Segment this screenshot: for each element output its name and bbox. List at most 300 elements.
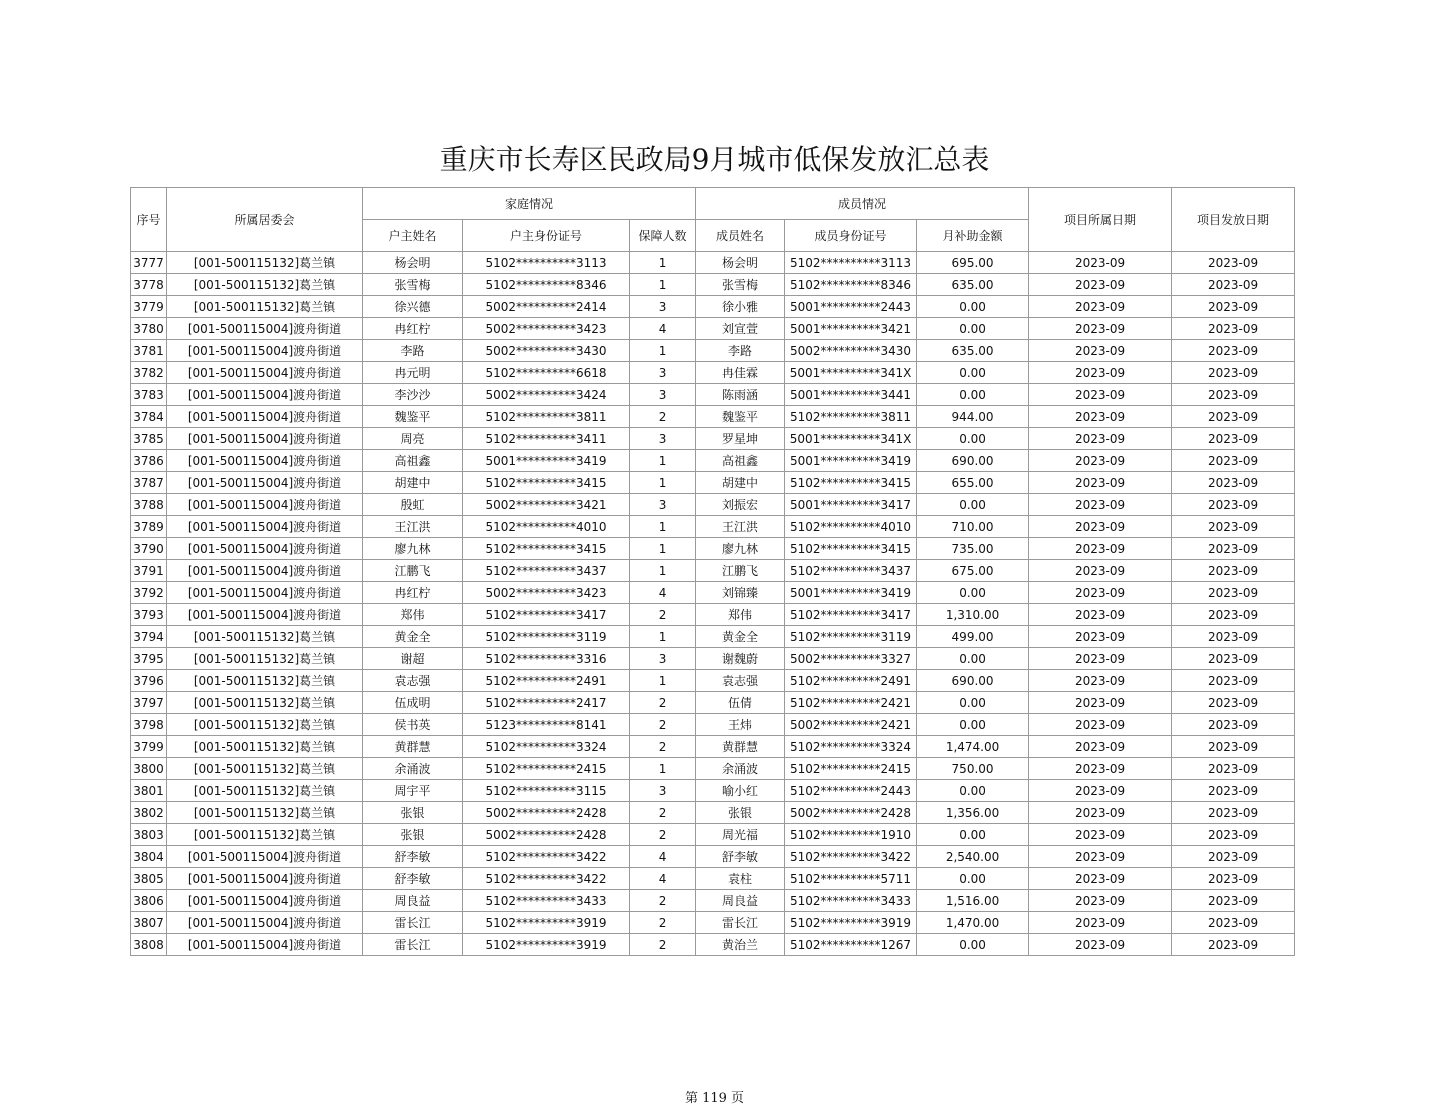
cell-seq: 3806 [131,890,167,912]
cell-insured-count: 2 [630,934,696,956]
cell-release-date: 2023-09 [1172,318,1295,340]
cell-insured-count: 1 [630,758,696,780]
cell-head-name: 殷虹 [363,494,463,516]
cell-member-id: 5102**********3811 [785,406,917,428]
cell-head-id: 5002**********3430 [463,340,630,362]
table-row [131,538,1295,560]
cell-seq: 3784 [131,406,167,428]
cell-committee: [001-500115004]渡舟街道 [167,472,363,494]
cell-head-id: 5001**********3419 [463,450,630,472]
cell-insured-count: 1 [630,626,696,648]
cell-project-date: 2023-09 [1029,868,1172,890]
cell-project-date: 2023-09 [1029,912,1172,934]
cell-member-id: 5001**********341X [785,362,917,384]
cell-head-id: 5102**********2491 [463,670,630,692]
header-insured-count: 保障人数 [630,220,696,252]
cell-committee: [001-500115004]渡舟街道 [167,494,363,516]
cell-release-date: 2023-09 [1172,450,1295,472]
cell-member-name: 刘锦臻 [696,582,785,604]
cell-monthly-amount: 1,470.00 [917,912,1029,934]
cell-monthly-amount: 0.00 [917,428,1029,450]
table-row [131,648,1295,670]
cell-release-date: 2023-09 [1172,824,1295,846]
cell-project-date: 2023-09 [1029,340,1172,362]
cell-head-name: 周亮 [363,428,463,450]
cell-head-id: 5102**********3417 [463,604,630,626]
cell-insured-count: 1 [630,560,696,582]
cell-release-date: 2023-09 [1172,560,1295,582]
cell-head-name: 李路 [363,340,463,362]
cell-head-name: 袁志强 [363,670,463,692]
relief-summary-table [130,187,1295,956]
cell-committee: [001-500115004]渡舟街道 [167,604,363,626]
table-row [131,912,1295,934]
cell-committee: [001-500115004]渡舟街道 [167,318,363,340]
cell-monthly-amount: 0.00 [917,692,1029,714]
cell-seq: 3798 [131,714,167,736]
cell-head-name: 冉红柠 [363,582,463,604]
table-row [131,450,1295,472]
cell-head-name: 舒李敏 [363,868,463,890]
cell-insured-count: 4 [630,318,696,340]
cell-release-date: 2023-09 [1172,846,1295,868]
cell-seq: 3800 [131,758,167,780]
cell-head-name: 雷长江 [363,912,463,934]
cell-project-date: 2023-09 [1029,428,1172,450]
cell-head-name: 江鹏飞 [363,560,463,582]
cell-committee: [001-500115004]渡舟街道 [167,582,363,604]
cell-project-date: 2023-09 [1029,758,1172,780]
table-row [131,516,1295,538]
cell-head-name: 张银 [363,824,463,846]
cell-insured-count: 1 [630,538,696,560]
cell-release-date: 2023-09 [1172,780,1295,802]
cell-head-id: 5102**********6618 [463,362,630,384]
cell-release-date: 2023-09 [1172,582,1295,604]
cell-release-date: 2023-09 [1172,296,1295,318]
cell-member-name: 郑伟 [696,604,785,626]
cell-committee: [001-500115004]渡舟街道 [167,406,363,428]
cell-monthly-amount: 0.00 [917,824,1029,846]
table-row [131,868,1295,890]
cell-head-name: 杨会明 [363,252,463,274]
cell-committee: [001-500115004]渡舟街道 [167,934,363,956]
table-row [131,582,1295,604]
cell-monthly-amount: 1,356.00 [917,802,1029,824]
cell-project-date: 2023-09 [1029,824,1172,846]
table-row [131,318,1295,340]
cell-member-name: 张雪梅 [696,274,785,296]
cell-seq: 3793 [131,604,167,626]
cell-release-date: 2023-09 [1172,934,1295,956]
cell-head-id: 5102**********2417 [463,692,630,714]
cell-head-name: 谢超 [363,648,463,670]
header-head-name: 户主姓名 [363,220,463,252]
cell-insured-count: 1 [630,274,696,296]
cell-seq: 3805 [131,868,167,890]
cell-committee: [001-500115004]渡舟街道 [167,384,363,406]
cell-head-id: 5002**********3423 [463,582,630,604]
header-member-id: 成员身份证号 [785,220,917,252]
cell-project-date: 2023-09 [1029,604,1172,626]
cell-member-name: 王炜 [696,714,785,736]
cell-project-date: 2023-09 [1029,472,1172,494]
cell-head-name: 冉红柠 [363,318,463,340]
cell-member-id: 5102**********3417 [785,604,917,626]
cell-member-id: 5002**********2428 [785,802,917,824]
cell-head-id: 5102**********3422 [463,846,630,868]
cell-insured-count: 1 [630,340,696,362]
cell-committee: [001-500115132]葛兰镇 [167,626,363,648]
cell-monthly-amount: 0.00 [917,714,1029,736]
cell-member-name: 谢魏蔚 [696,648,785,670]
cell-committee: [001-500115004]渡舟街道 [167,846,363,868]
cell-head-id: 5002**********2428 [463,824,630,846]
cell-insured-count: 3 [630,428,696,450]
cell-head-id: 5002**********2414 [463,296,630,318]
cell-insured-count: 3 [630,384,696,406]
cell-monthly-amount: 0.00 [917,318,1029,340]
cell-seq: 3794 [131,626,167,648]
cell-monthly-amount: 0.00 [917,384,1029,406]
cell-head-name: 胡建中 [363,472,463,494]
cell-seq: 3781 [131,340,167,362]
cell-monthly-amount: 1,516.00 [917,890,1029,912]
cell-insured-count: 4 [630,582,696,604]
cell-release-date: 2023-09 [1172,362,1295,384]
cell-project-date: 2023-09 [1029,318,1172,340]
cell-insured-count: 1 [630,670,696,692]
header-member-group: 成员情况 [696,188,1029,220]
cell-monthly-amount: 0.00 [917,934,1029,956]
cell-seq: 3779 [131,296,167,318]
cell-project-date: 2023-09 [1029,846,1172,868]
cell-project-date: 2023-09 [1029,714,1172,736]
cell-member-id: 5002**********2421 [785,714,917,736]
cell-committee: [001-500115132]葛兰镇 [167,274,363,296]
cell-committee: [001-500115004]渡舟街道 [167,450,363,472]
cell-monthly-amount: 675.00 [917,560,1029,582]
cell-monthly-amount: 944.00 [917,406,1029,428]
cell-project-date: 2023-09 [1029,384,1172,406]
cell-monthly-amount: 635.00 [917,274,1029,296]
cell-member-name: 雷长江 [696,912,785,934]
table-row [131,802,1295,824]
cell-seq: 3807 [131,912,167,934]
table-row [131,296,1295,318]
cell-project-date: 2023-09 [1029,560,1172,582]
cell-project-date: 2023-09 [1029,780,1172,802]
cell-seq: 3780 [131,318,167,340]
cell-release-date: 2023-09 [1172,428,1295,450]
cell-member-id: 5001**********2443 [785,296,917,318]
cell-seq: 3788 [131,494,167,516]
cell-seq: 3796 [131,670,167,692]
cell-member-id: 5102**********3415 [785,472,917,494]
cell-project-date: 2023-09 [1029,626,1172,648]
cell-release-date: 2023-09 [1172,736,1295,758]
cell-head-name: 周宇平 [363,780,463,802]
cell-release-date: 2023-09 [1172,274,1295,296]
cell-head-name: 黄金全 [363,626,463,648]
cell-head-name: 舒李敏 [363,846,463,868]
table-row [131,494,1295,516]
cell-monthly-amount: 1,474.00 [917,736,1029,758]
cell-head-id: 5123**********8141 [463,714,630,736]
cell-member-name: 李路 [696,340,785,362]
cell-member-name: 余涌波 [696,758,785,780]
cell-head-name: 张雪梅 [363,274,463,296]
cell-insured-count: 3 [630,362,696,384]
table-row [131,714,1295,736]
cell-committee: [001-500115004]渡舟街道 [167,912,363,934]
cell-monthly-amount: 499.00 [917,626,1029,648]
cell-monthly-amount: 2,540.00 [917,846,1029,868]
cell-member-id: 5102**********2415 [785,758,917,780]
cell-member-id: 5102**********3422 [785,846,917,868]
table-row [131,406,1295,428]
cell-insured-count: 2 [630,604,696,626]
header-member-name: 成员姓名 [696,220,785,252]
cell-monthly-amount: 0.00 [917,648,1029,670]
cell-seq: 3797 [131,692,167,714]
cell-project-date: 2023-09 [1029,274,1172,296]
page-number: 第 119 页 [684,1091,745,1106]
cell-member-name: 胡建中 [696,472,785,494]
cell-member-name: 魏鉴平 [696,406,785,428]
cell-committee: [001-500115004]渡舟街道 [167,516,363,538]
cell-member-id: 5102**********3415 [785,538,917,560]
cell-insured-count: 2 [630,736,696,758]
cell-committee: [001-500115132]葛兰镇 [167,648,363,670]
cell-release-date: 2023-09 [1172,516,1295,538]
cell-head-id: 5102**********3919 [463,912,630,934]
cell-committee: [001-500115004]渡舟街道 [167,538,363,560]
cell-head-name: 魏鉴平 [363,406,463,428]
cell-member-name: 周良益 [696,890,785,912]
cell-monthly-amount: 1,310.00 [917,604,1029,626]
cell-member-name: 袁志强 [696,670,785,692]
header-project-date: 项目所属日期 [1029,188,1172,252]
cell-release-date: 2023-09 [1172,802,1295,824]
table-row [131,824,1295,846]
cell-seq: 3778 [131,274,167,296]
cell-head-id: 5102**********3437 [463,560,630,582]
cell-project-date: 2023-09 [1029,494,1172,516]
table-row [131,758,1295,780]
cell-project-date: 2023-09 [1029,582,1172,604]
cell-insured-count: 4 [630,846,696,868]
cell-release-date: 2023-09 [1172,714,1295,736]
cell-insured-count: 3 [630,296,696,318]
cell-member-id: 5102**********3113 [785,252,917,274]
cell-member-id: 5001**********3417 [785,494,917,516]
cell-release-date: 2023-09 [1172,472,1295,494]
cell-project-date: 2023-09 [1029,516,1172,538]
table-row [131,560,1295,582]
cell-seq: 3783 [131,384,167,406]
cell-member-id: 5102**********2421 [785,692,917,714]
cell-project-date: 2023-09 [1029,890,1172,912]
cell-member-name: 陈雨涵 [696,384,785,406]
cell-committee: [001-500115132]葛兰镇 [167,758,363,780]
cell-head-id: 5102**********3113 [463,252,630,274]
cell-committee: [001-500115132]葛兰镇 [167,252,363,274]
cell-member-name: 黄金全 [696,626,785,648]
cell-monthly-amount: 0.00 [917,582,1029,604]
cell-project-date: 2023-09 [1029,406,1172,428]
cell-member-name: 舒李敏 [696,846,785,868]
cell-seq: 3795 [131,648,167,670]
table-body [131,252,1295,956]
cell-committee: [001-500115004]渡舟街道 [167,340,363,362]
cell-release-date: 2023-09 [1172,626,1295,648]
page-title: 重庆市长寿区民政局9月城市低保发放汇总表 [439,143,990,176]
cell-member-id: 5001**********341X [785,428,917,450]
cell-release-date: 2023-09 [1172,648,1295,670]
cell-release-date: 2023-09 [1172,692,1295,714]
cell-seq: 3804 [131,846,167,868]
cell-member-id: 5102**********2443 [785,780,917,802]
cell-insured-count: 2 [630,824,696,846]
cell-member-name: 喻小红 [696,780,785,802]
cell-head-name: 郑伟 [363,604,463,626]
cell-insured-count: 2 [630,714,696,736]
cell-insured-count: 2 [630,406,696,428]
cell-monthly-amount: 735.00 [917,538,1029,560]
cell-seq: 3777 [131,252,167,274]
cell-head-name: 周良益 [363,890,463,912]
cell-project-date: 2023-09 [1029,296,1172,318]
header-committee: 所属居委会 [167,188,363,252]
cell-committee: [001-500115132]葛兰镇 [167,780,363,802]
cell-release-date: 2023-09 [1172,494,1295,516]
cell-member-id: 5001**********3419 [785,450,917,472]
cell-head-id: 5102**********3415 [463,472,630,494]
cell-head-id: 5102**********4010 [463,516,630,538]
cell-member-id: 5001**********3421 [785,318,917,340]
cell-seq: 3808 [131,934,167,956]
table-row [131,890,1295,912]
cell-insured-count: 2 [630,692,696,714]
cell-head-id: 5102**********3324 [463,736,630,758]
cell-head-name: 张银 [363,802,463,824]
cell-seq: 3799 [131,736,167,758]
cell-project-date: 2023-09 [1029,692,1172,714]
cell-member-name: 杨会明 [696,252,785,274]
cell-insured-count: 2 [630,802,696,824]
cell-project-date: 2023-09 [1029,252,1172,274]
cell-head-id: 5102**********8346 [463,274,630,296]
cell-member-id: 5102**********3437 [785,560,917,582]
cell-committee: [001-500115132]葛兰镇 [167,824,363,846]
table-row [131,626,1295,648]
cell-head-name: 廖九林 [363,538,463,560]
cell-head-name: 雷长江 [363,934,463,956]
table-row [131,428,1295,450]
cell-monthly-amount: 635.00 [917,340,1029,362]
cell-project-date: 2023-09 [1029,362,1172,384]
cell-member-id: 5102**********1910 [785,824,917,846]
cell-release-date: 2023-09 [1172,252,1295,274]
table-row [131,846,1295,868]
header-release-date: 项目发放日期 [1172,188,1295,252]
cell-member-name: 张银 [696,802,785,824]
header-seq: 序号 [131,188,167,252]
cell-member-name: 罗星坤 [696,428,785,450]
cell-insured-count: 2 [630,890,696,912]
cell-member-id: 5102**********1267 [785,934,917,956]
cell-head-id: 5002**********3423 [463,318,630,340]
cell-member-name: 刘振宏 [696,494,785,516]
cell-seq: 3802 [131,802,167,824]
cell-head-name: 李沙沙 [363,384,463,406]
cell-seq: 3801 [131,780,167,802]
cell-release-date: 2023-09 [1172,912,1295,934]
cell-monthly-amount: 0.00 [917,868,1029,890]
cell-member-name: 徐小雅 [696,296,785,318]
cell-member-id: 5001**********3441 [785,384,917,406]
cell-member-name: 黄治兰 [696,934,785,956]
cell-insured-count: 4 [630,868,696,890]
cell-committee: [001-500115132]葛兰镇 [167,670,363,692]
cell-project-date: 2023-09 [1029,670,1172,692]
cell-member-name: 伍倩 [696,692,785,714]
table-row [131,736,1295,758]
cell-seq: 3786 [131,450,167,472]
cell-member-name: 王江洪 [696,516,785,538]
cell-member-name: 冉佳霖 [696,362,785,384]
cell-insured-count: 3 [630,494,696,516]
cell-release-date: 2023-09 [1172,604,1295,626]
cell-committee: [001-500115004]渡舟街道 [167,428,363,450]
cell-seq: 3785 [131,428,167,450]
cell-committee: [001-500115132]葛兰镇 [167,736,363,758]
cell-monthly-amount: 710.00 [917,516,1029,538]
cell-insured-count: 1 [630,252,696,274]
cell-seq: 3789 [131,516,167,538]
cell-insured-count: 1 [630,450,696,472]
cell-committee: [001-500115132]葛兰镇 [167,692,363,714]
cell-monthly-amount: 690.00 [917,670,1029,692]
cell-monthly-amount: 690.00 [917,450,1029,472]
cell-seq: 3803 [131,824,167,846]
cell-project-date: 2023-09 [1029,736,1172,758]
cell-head-id: 5102**********3422 [463,868,630,890]
cell-member-id: 5002**********3327 [785,648,917,670]
cell-head-name: 侯书英 [363,714,463,736]
cell-seq: 3791 [131,560,167,582]
cell-release-date: 2023-09 [1172,758,1295,780]
table-row [131,252,1295,274]
header-head-id: 户主身份证号 [463,220,630,252]
table-row [131,340,1295,362]
cell-monthly-amount: 0.00 [917,296,1029,318]
cell-head-id: 5102**********3115 [463,780,630,802]
cell-release-date: 2023-09 [1172,868,1295,890]
cell-head-name: 黄群慧 [363,736,463,758]
cell-head-id: 5002**********3424 [463,384,630,406]
cell-head-id: 5102**********3415 [463,538,630,560]
table-row [131,604,1295,626]
cell-member-id: 5102**********5711 [785,868,917,890]
cell-member-id: 5102**********3919 [785,912,917,934]
cell-committee: [001-500115132]葛兰镇 [167,296,363,318]
cell-committee: [001-500115004]渡舟街道 [167,560,363,582]
cell-insured-count: 1 [630,472,696,494]
cell-monthly-amount: 0.00 [917,780,1029,802]
cell-head-name: 徐兴德 [363,296,463,318]
